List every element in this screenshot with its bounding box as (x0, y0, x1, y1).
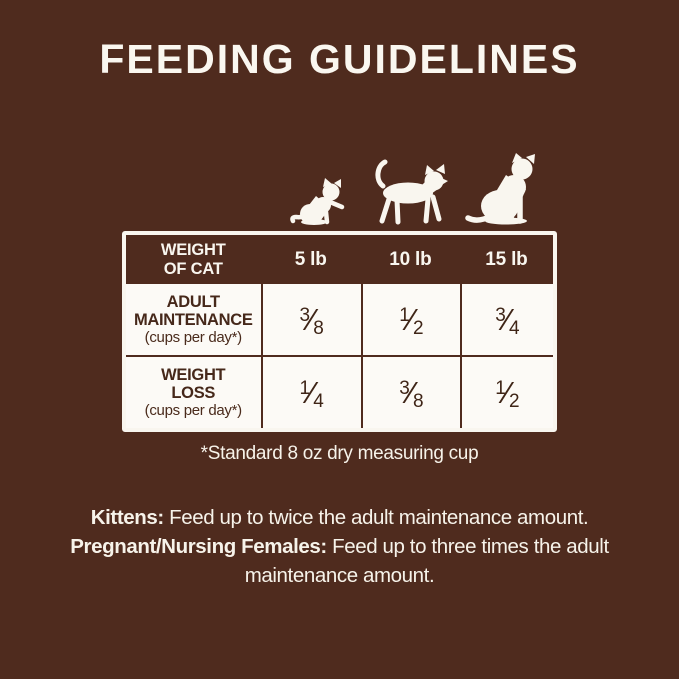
fraction-denominator: 2 (509, 390, 520, 412)
row-label-note: (cups per day*) (144, 328, 242, 346)
fraction-numerator: 1 (495, 377, 506, 399)
header-weight-of-cat (126, 241, 261, 277)
row-label-weight-loss (126, 366, 261, 420)
row-label-note: (cups per day*) (144, 401, 242, 419)
cat-size-icons-row (122, 153, 557, 223)
sitting-cat-silhouette-icon (464, 153, 552, 225)
cell-adult-15lb (460, 284, 553, 355)
pregnant-nursing-note-text: Feed up to three times the adult maintenance amount. (244, 535, 609, 588)
feeding-notes (30, 503, 650, 590)
fraction-value (399, 375, 423, 411)
cell-loss-5lb (261, 357, 361, 428)
measuring-cup-footnote: *Standard 8 oz dry measuring cup (200, 443, 479, 464)
row-label-line1: ADULT (166, 292, 220, 311)
kittens-note-label: Kittens: (90, 506, 164, 529)
feeding-table-header (126, 235, 553, 284)
cell-adult-10lb (361, 284, 460, 355)
walking-cat-silhouette-icon (368, 159, 450, 225)
fraction-denominator: 4 (313, 390, 324, 412)
fraction-denominator: 2 (412, 317, 424, 339)
pregnant-nursing-note (30, 532, 650, 590)
fraction-value (399, 302, 423, 338)
fraction-numerator: 3 (495, 304, 506, 326)
row-label-line2: MAINTENANCE (133, 311, 253, 330)
header-weight-line2: OF CAT (163, 259, 223, 278)
feeding-table-body (126, 284, 553, 428)
header-weight-line1: WEIGHT (160, 241, 226, 260)
fraction-value (495, 302, 519, 338)
row-label-adult-maintenance (126, 293, 261, 347)
fraction-denominator: 4 (509, 317, 520, 339)
fraction-numerator: 3 (399, 377, 410, 399)
kitten-silhouette-icon (290, 178, 346, 225)
kittens-note (30, 503, 650, 532)
page-title: FEEDING GUIDELINES (99, 36, 580, 82)
header-col-15lb: 15 lb (485, 248, 528, 270)
fraction-value (300, 302, 324, 338)
cell-loss-15lb (460, 357, 553, 428)
header-col-10lb: 10 lb (389, 248, 432, 270)
row-label-line2: LOSS (171, 384, 216, 403)
cell-adult-5lb (261, 284, 361, 355)
row-label-line1: WEIGHT (161, 365, 226, 384)
feeding-table (122, 231, 557, 432)
fraction-numerator: 3 (299, 304, 311, 326)
fraction-denominator: 8 (412, 390, 424, 412)
table-row-adult-maintenance (126, 284, 553, 355)
fraction-denominator: 8 (313, 317, 324, 339)
table-row-weight-loss (126, 355, 553, 428)
cell-loss-10lb (361, 357, 460, 428)
header-col-5lb: 5 lb (294, 248, 327, 270)
fraction-value (300, 375, 324, 411)
kittens-note-text: Feed up to twice the adult maintenance amount. (163, 506, 589, 529)
fraction-numerator: 1 (299, 377, 311, 399)
fraction-value (495, 375, 519, 411)
fraction-numerator: 1 (399, 304, 410, 326)
pregnant-nursing-note-label: Pregnant/Nursing Females: (70, 535, 327, 559)
